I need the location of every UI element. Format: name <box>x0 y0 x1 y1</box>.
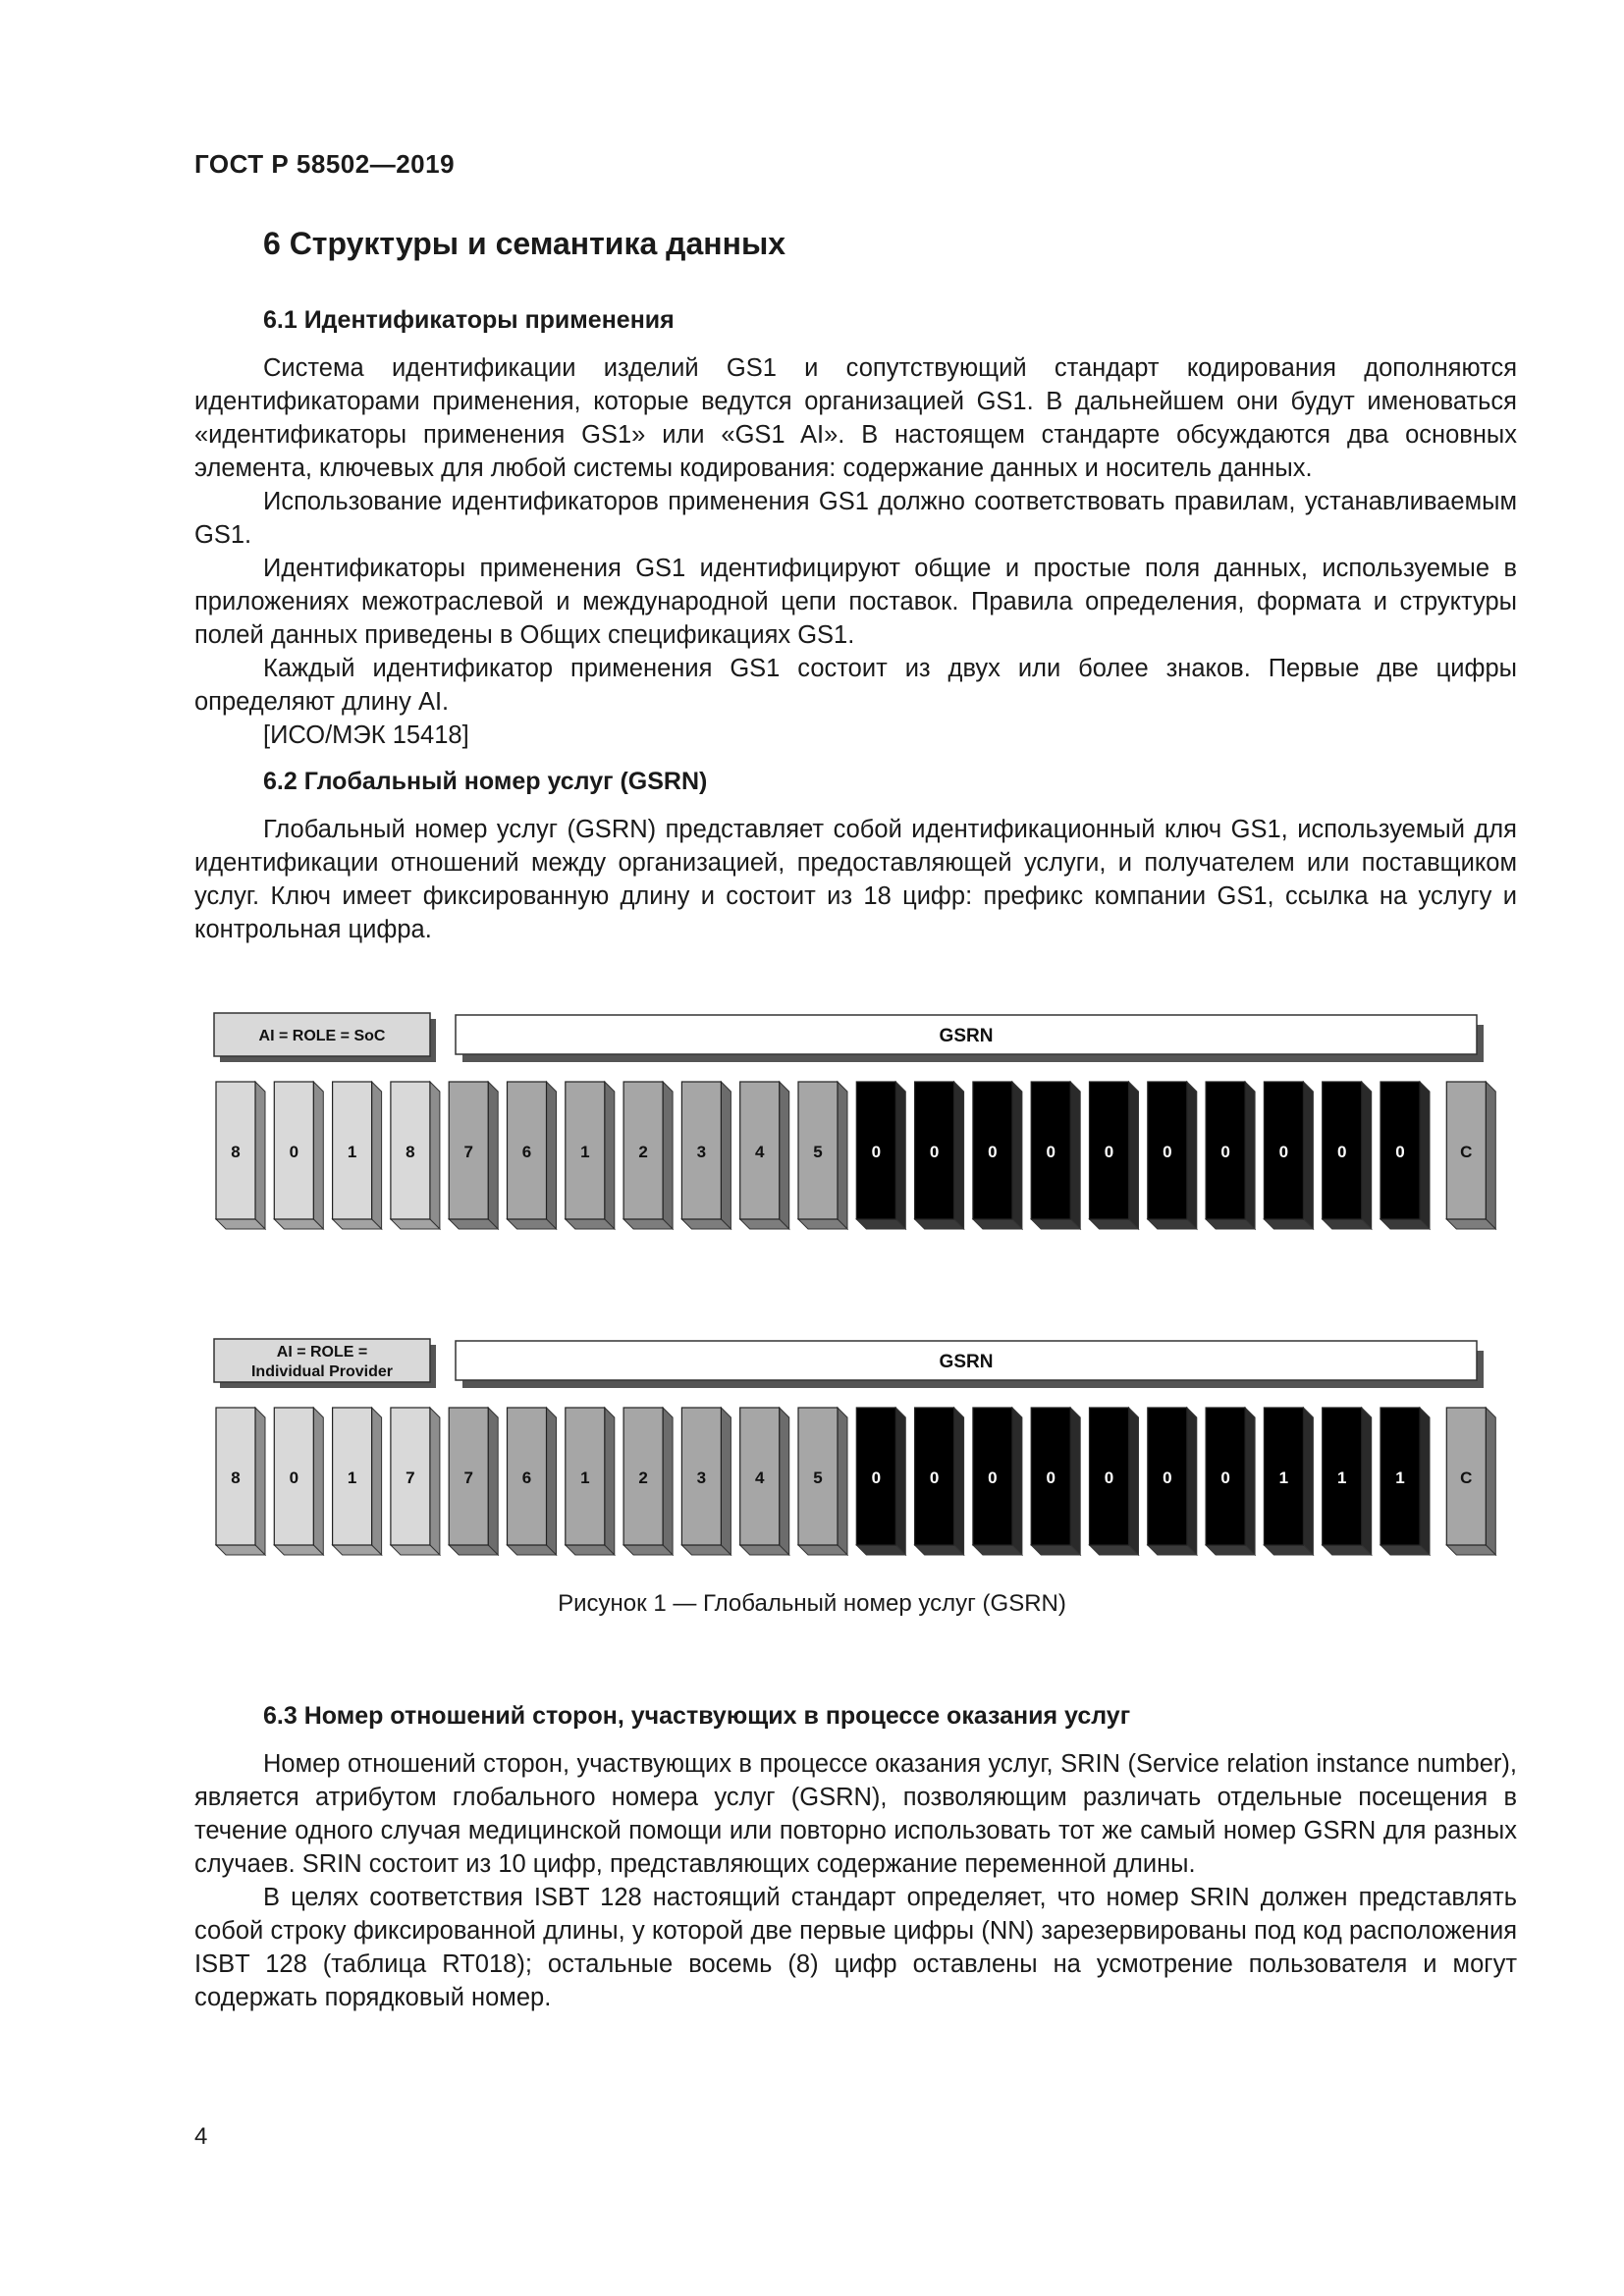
digit-cell <box>1446 1082 1495 1229</box>
digit-value: 4 <box>754 1468 765 1487</box>
digit-value: 5 <box>813 1468 823 1487</box>
digit-value: 0 <box>1163 1143 1172 1161</box>
digit-cell <box>798 1082 847 1229</box>
digit-value: 0 <box>1278 1143 1289 1161</box>
digit-value: 0 <box>1220 1468 1230 1487</box>
digit-value: 0 <box>1046 1468 1056 1487</box>
subsection-title-6-1: 6.1 Идентификаторы применения <box>263 306 675 334</box>
digit-cell <box>391 1408 440 1555</box>
gsrn-label: GSRN <box>939 1026 994 1046</box>
digit-value: 0 <box>988 1468 998 1487</box>
digit-value: 7 <box>463 1468 473 1487</box>
paragraph: Глобальный номер услуг (GSRN) представляет собой идентификационный ключ GS1, используемый для идентификации отношений между организацией, предоставляющей услуги, и получателем или поставщиком услуг. Ключ имеет фиксированную длину и состоит из 18 цифр: префикс компании GS1, ссылка на услугу и контрольная цифра. <box>194 816 1517 943</box>
paragraph: Номер отношений сторон, участвующих в процессе оказания услуг, SRIN (Service relation instance number), является атрибутом глобального номера услуг (GSRN), позволяющим различать отдельные посещения в течение одного случая медицинской помощи или повторно использовать тот же самый номер GSRN для разных случаев. SRIN состоит из 10 цифр, представляющих содержание переменной длины. <box>194 1750 1517 1878</box>
digit-cell <box>681 1408 731 1555</box>
digit-cell <box>508 1082 557 1229</box>
digit-value: 0 <box>1163 1468 1172 1487</box>
digit-cell <box>740 1408 789 1555</box>
digit-value: C <box>1460 1143 1473 1161</box>
digit-cell <box>1090 1082 1139 1229</box>
digit-value: 5 <box>813 1143 823 1161</box>
digit-cell <box>566 1408 615 1555</box>
digit-value: 0 <box>929 1468 940 1487</box>
digit-cell <box>681 1082 731 1229</box>
gsrn-diagram-individual <box>212 1337 1508 1558</box>
digit-value: 1 <box>1395 1468 1405 1487</box>
paragraph: Каждый идентификатор применения GS1 состоит из двух или более знаков. Первые две цифры определяют длину AI. <box>194 655 1517 716</box>
digit-cell <box>566 1082 615 1229</box>
digit-cell <box>274 1408 323 1555</box>
digit-cell <box>1380 1408 1430 1555</box>
gsrn-diagram-soc <box>212 1011 1508 1232</box>
subsection-body-6-3 <box>194 1747 1517 2014</box>
digit-cell <box>1446 1408 1495 1555</box>
paragraph: В целях соответствия ISBT 128 настоящий стандарт определяет, что номер SRIN должен представлять собой строку фиксированной длины, у которой две первые цифры (NN) зарезервированы под код расположения ISBT 128 (таблица RT018); остальные восемь (8) цифр оставлены на усмотрение пользователя и могут содержать порядковый номер. <box>194 1884 1517 2011</box>
digit-cell <box>623 1082 673 1229</box>
digit-value: 0 <box>289 1143 299 1161</box>
page-number: 4 <box>194 2123 208 2150</box>
digit-cell <box>216 1082 265 1229</box>
digit-value: 1 <box>580 1143 590 1161</box>
digit-cell <box>623 1408 673 1555</box>
digit-cell <box>449 1082 498 1229</box>
digit-cell <box>333 1408 382 1555</box>
digit-value: 0 <box>1336 1143 1347 1161</box>
digit-cell <box>1090 1408 1139 1555</box>
ai-label-text: AI = ROLE = SoC <box>258 1028 386 1044</box>
digit-value: 0 <box>929 1143 940 1161</box>
digit-cell <box>856 1408 905 1555</box>
digit-value: 8 <box>231 1468 241 1487</box>
digit-cell <box>1148 1408 1197 1555</box>
digit-value: 0 <box>871 1468 882 1487</box>
digit-value: 1 <box>1336 1468 1347 1487</box>
digit-value: 7 <box>406 1468 415 1487</box>
digit-cell <box>1323 1082 1372 1229</box>
subsection-body-6-1 <box>194 351 1517 752</box>
digit-cell <box>1031 1408 1080 1555</box>
digit-value: 3 <box>696 1143 707 1161</box>
ai-label-text: Individual Provider <box>250 1363 394 1380</box>
digit-cell <box>449 1408 498 1555</box>
digit-value: 3 <box>696 1468 707 1487</box>
digit-cell <box>915 1082 964 1229</box>
subsection-title-6-3: 6.3 Номер отношений сторон, участвующих в процессе оказания услуг <box>263 1702 1131 1730</box>
digit-value: 2 <box>638 1468 648 1487</box>
digit-value: 0 <box>1104 1468 1114 1487</box>
digit-value: 0 <box>1220 1143 1230 1161</box>
digit-cell <box>1264 1408 1313 1555</box>
digit-value: 0 <box>1046 1143 1056 1161</box>
paragraph: Использование идентификаторов применения GS1 должно соответствовать правилам, устанавливаемым GS1. <box>194 488 1517 549</box>
digit-cell <box>391 1082 440 1229</box>
digit-value: 6 <box>521 1143 532 1161</box>
paragraph: Система идентификации изделий GS1 и сопутствующий стандарт кодирования дополняются идентификаторами применения, которые ведутся организацией GS1. В дальнейшем они будут именоваться «идентификаторы применения GS1» или «GS1 AI». В настоящем стандарте обсуждаются два основных элемента, ключевых для любой системы кодирования: содержание данных и носитель данных. <box>194 354 1517 482</box>
digit-cell <box>1148 1082 1197 1229</box>
digit-cell <box>973 1082 1022 1229</box>
digit-value: 0 <box>289 1468 299 1487</box>
digit-cell <box>274 1082 323 1229</box>
digit-cell <box>1264 1082 1313 1229</box>
gsrn-label: GSRN <box>939 1352 994 1372</box>
digit-value: 0 <box>988 1143 998 1161</box>
digit-cell <box>1323 1408 1372 1555</box>
digit-value: 2 <box>638 1143 648 1161</box>
digit-value: 8 <box>406 1143 415 1161</box>
digit-value: 1 <box>580 1468 590 1487</box>
digit-cell <box>216 1408 265 1555</box>
digit-value: 7 <box>463 1143 473 1161</box>
page-header-code: ГОСТ Р 58502—2019 <box>194 149 456 179</box>
ai-label-text: AI = ROLE = <box>276 1344 368 1361</box>
digit-cell <box>1380 1082 1430 1229</box>
digit-value: 4 <box>754 1143 765 1161</box>
digit-value: 0 <box>1395 1143 1405 1161</box>
digit-value: 1 <box>347 1143 357 1161</box>
digit-value: 8 <box>231 1143 241 1161</box>
digit-cell <box>973 1408 1022 1555</box>
section-title: 6 Структуры и семантика данных <box>263 226 786 261</box>
digit-cell <box>856 1082 905 1229</box>
digit-cell <box>1206 1082 1255 1229</box>
digit-value: 1 <box>1278 1468 1289 1487</box>
digit-value: 0 <box>871 1143 882 1161</box>
digit-cell <box>915 1408 964 1555</box>
reference: [ИСО/МЭК 15418] <box>263 721 469 749</box>
digit-value: 6 <box>521 1468 532 1487</box>
gsrn-diagram-svg <box>212 1337 1508 1558</box>
figure-caption: Рисунок 1 — Глобальный номер услуг (GSRN) <box>558 1590 1066 1617</box>
digit-value: C <box>1460 1468 1473 1487</box>
digit-value: 1 <box>347 1468 357 1487</box>
digit-cell <box>508 1408 557 1555</box>
digit-cell <box>798 1408 847 1555</box>
gsrn-diagram-svg <box>212 1011 1508 1232</box>
subsection-body-6-2 <box>194 813 1517 946</box>
subsection-title-6-2: 6.2 Глобальный номер услуг (GSRN) <box>263 768 708 795</box>
digit-cell <box>1031 1082 1080 1229</box>
digit-cell <box>333 1082 382 1229</box>
digit-value: 0 <box>1104 1143 1114 1161</box>
paragraph: Идентификаторы применения GS1 идентифицируют общие и простые поля данных, используемые в приложениях межотраслевой и международной цепи поставок. Правила определения, формата и структуры полей данных приведены в Общих спецификациях GS1. <box>194 555 1517 649</box>
digit-cell <box>1206 1408 1255 1555</box>
digit-cell <box>740 1082 789 1229</box>
